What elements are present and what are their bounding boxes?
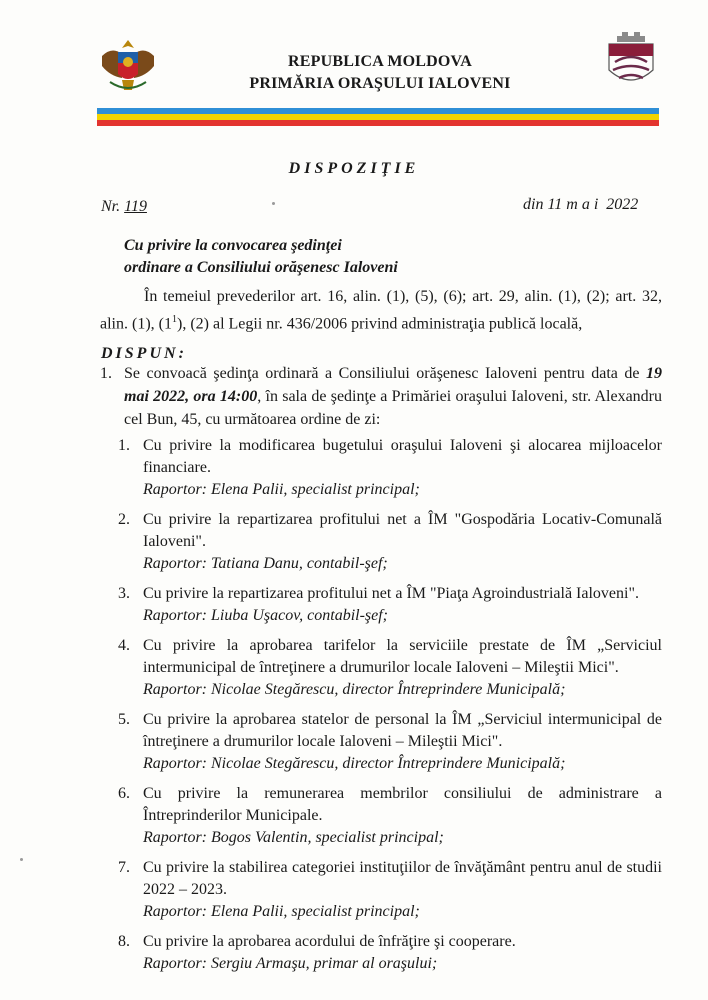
subject-line-2: ordinare a Consiliului orăşenesc Ialoveni [124, 259, 398, 276]
agenda-item-text: Cu privire la repartizarea profitului net a ÎM "Piaţa Agroindustrială Ialoveni". [143, 585, 640, 602]
agenda-item-text: Cu privire la repartizarea profitului net a ÎM "Gospodăria Locativ-Comunală Ialoveni". [143, 511, 662, 550]
agenda-item-text: Cu privire la aprobarea tarifelor la serviciile prestate de ÎM „Serviciul intermunicipal de întreţinere a drumurilor locale Ialoveni – Mileştii Mici". [143, 637, 662, 676]
agenda-item [100, 857, 662, 923]
agenda-list [100, 435, 662, 983]
point-text-b: , în sala de şedinţe a Primăriei oraşului Ialoveni, str. Alexandru cel Bun, 45, cu următoarea ordine de zi: [124, 388, 662, 428]
legal-preamble [100, 285, 662, 335]
agenda-item [100, 635, 662, 701]
agenda-item-reporter: Raportor: Elena Palii, specialist principal; [143, 903, 420, 920]
agenda-item-number: 6. [118, 785, 130, 802]
agenda-item-number: 5. [118, 711, 130, 728]
preamble-superscript: 1 [171, 314, 177, 325]
agenda-item [100, 435, 662, 501]
agenda-item-reporter: Raportor: Tatiana Danu, contabil-şef; [143, 555, 388, 572]
document-subject [124, 235, 398, 279]
document-number [101, 198, 147, 216]
number-label: Nr. [101, 198, 121, 215]
band-red [97, 120, 659, 126]
date-month: mai [566, 196, 603, 213]
document-date [523, 196, 638, 214]
agenda-item-reporter: Raportor: Elena Palii, specialist principal; [143, 481, 420, 498]
agenda-item-reporter: Raportor: Nicolae Stegărescu, director Întreprindere Municipală; [143, 681, 566, 698]
agenda-item-reporter: Raportor: Liuba Uşacov, contabil-şef; [143, 607, 389, 624]
tricolor-band [97, 108, 659, 126]
agenda-item-text: Cu privire la stabilirea categoriei instituţiilor de învăţământ pentru anul de studii 2022 – 2023. [143, 859, 662, 898]
agenda-item [100, 583, 662, 627]
preamble-part-b: ), (2) al Legii nr. 436/2006 privind administraţia publică locală, [176, 315, 583, 333]
agenda-item-reporter: Raportor: Sergiu Armaşu, primar al oraşului; [143, 955, 438, 972]
point-body [124, 362, 662, 431]
agenda-item [100, 509, 662, 575]
moldova-coat-of-arms-icon [98, 36, 158, 96]
agenda-item-number: 7. [118, 859, 130, 876]
ialoveni-coat-of-arms-icon [605, 30, 657, 92]
institution-header [160, 51, 600, 95]
point-marker: 1. [100, 365, 112, 382]
agenda-item-number: 4. [118, 637, 130, 654]
date-prefix: din 11 [523, 196, 563, 213]
agenda-item-text: Cu privire la remunerarea membrilor consiliului de administrare a Întreprinderilor Municipale. [143, 785, 662, 824]
meeting-date: 19 mai 2022, ora 14:00 [124, 365, 662, 405]
agenda-item-text: Cu privire la modificarea bugetului oraşului Ialoveni şi alocarea mijloacelor financiare. [143, 437, 662, 476]
agenda-item-number: 8. [118, 933, 130, 950]
agenda-item-reporter: Raportor: Nicolae Stegărescu, director Întreprindere Municipală; [143, 755, 566, 772]
agenda-item-text: Cu privire la aprobarea acordului de înfrăţire şi cooperare. [143, 933, 516, 950]
agenda-item-number: 3. [118, 585, 130, 602]
agenda-item [100, 783, 662, 849]
point-text-a: Se convoacă şedinţa ordinară a Consiliului orăşenesc Ialoveni pentru data de [124, 365, 646, 382]
dispun-heading: DISPUN: [101, 345, 187, 362]
date-year: 2022 [606, 196, 639, 213]
header-country: REPUBLICA MOLDOVA [287, 53, 473, 70]
preamble-part-a: În temeiul prevederilor art. 16, alin. (1), (5), (6); art. 29, alin. (1), (2); art. 32, alin. (1), (1 [100, 288, 662, 333]
number-value: 119 [124, 198, 147, 215]
subject-line-1: Cu privire la convocarea şedinţei [124, 237, 342, 254]
document-title: DISPOZIŢIE [288, 160, 420, 177]
header-institution: PRIMĂRIA ORAŞULUI IALOVENI [249, 75, 511, 92]
agenda-item [100, 709, 662, 775]
decision-point-1 [100, 362, 662, 431]
scan-speck [272, 202, 275, 205]
scan-speck [20, 858, 23, 861]
agenda-item-number: 2. [118, 511, 130, 528]
agenda-item-number: 1. [118, 437, 130, 454]
agenda-item-text: Cu privire la aprobarea statelor de personal la ÎM „Serviciul intermunicipal de întreţinere a drumurilor locale Ialoveni – Mileştii Mici". [143, 711, 662, 750]
agenda-item-reporter: Raportor: Bogos Valentin, specialist principal; [143, 829, 444, 846]
agenda-item [100, 931, 662, 975]
